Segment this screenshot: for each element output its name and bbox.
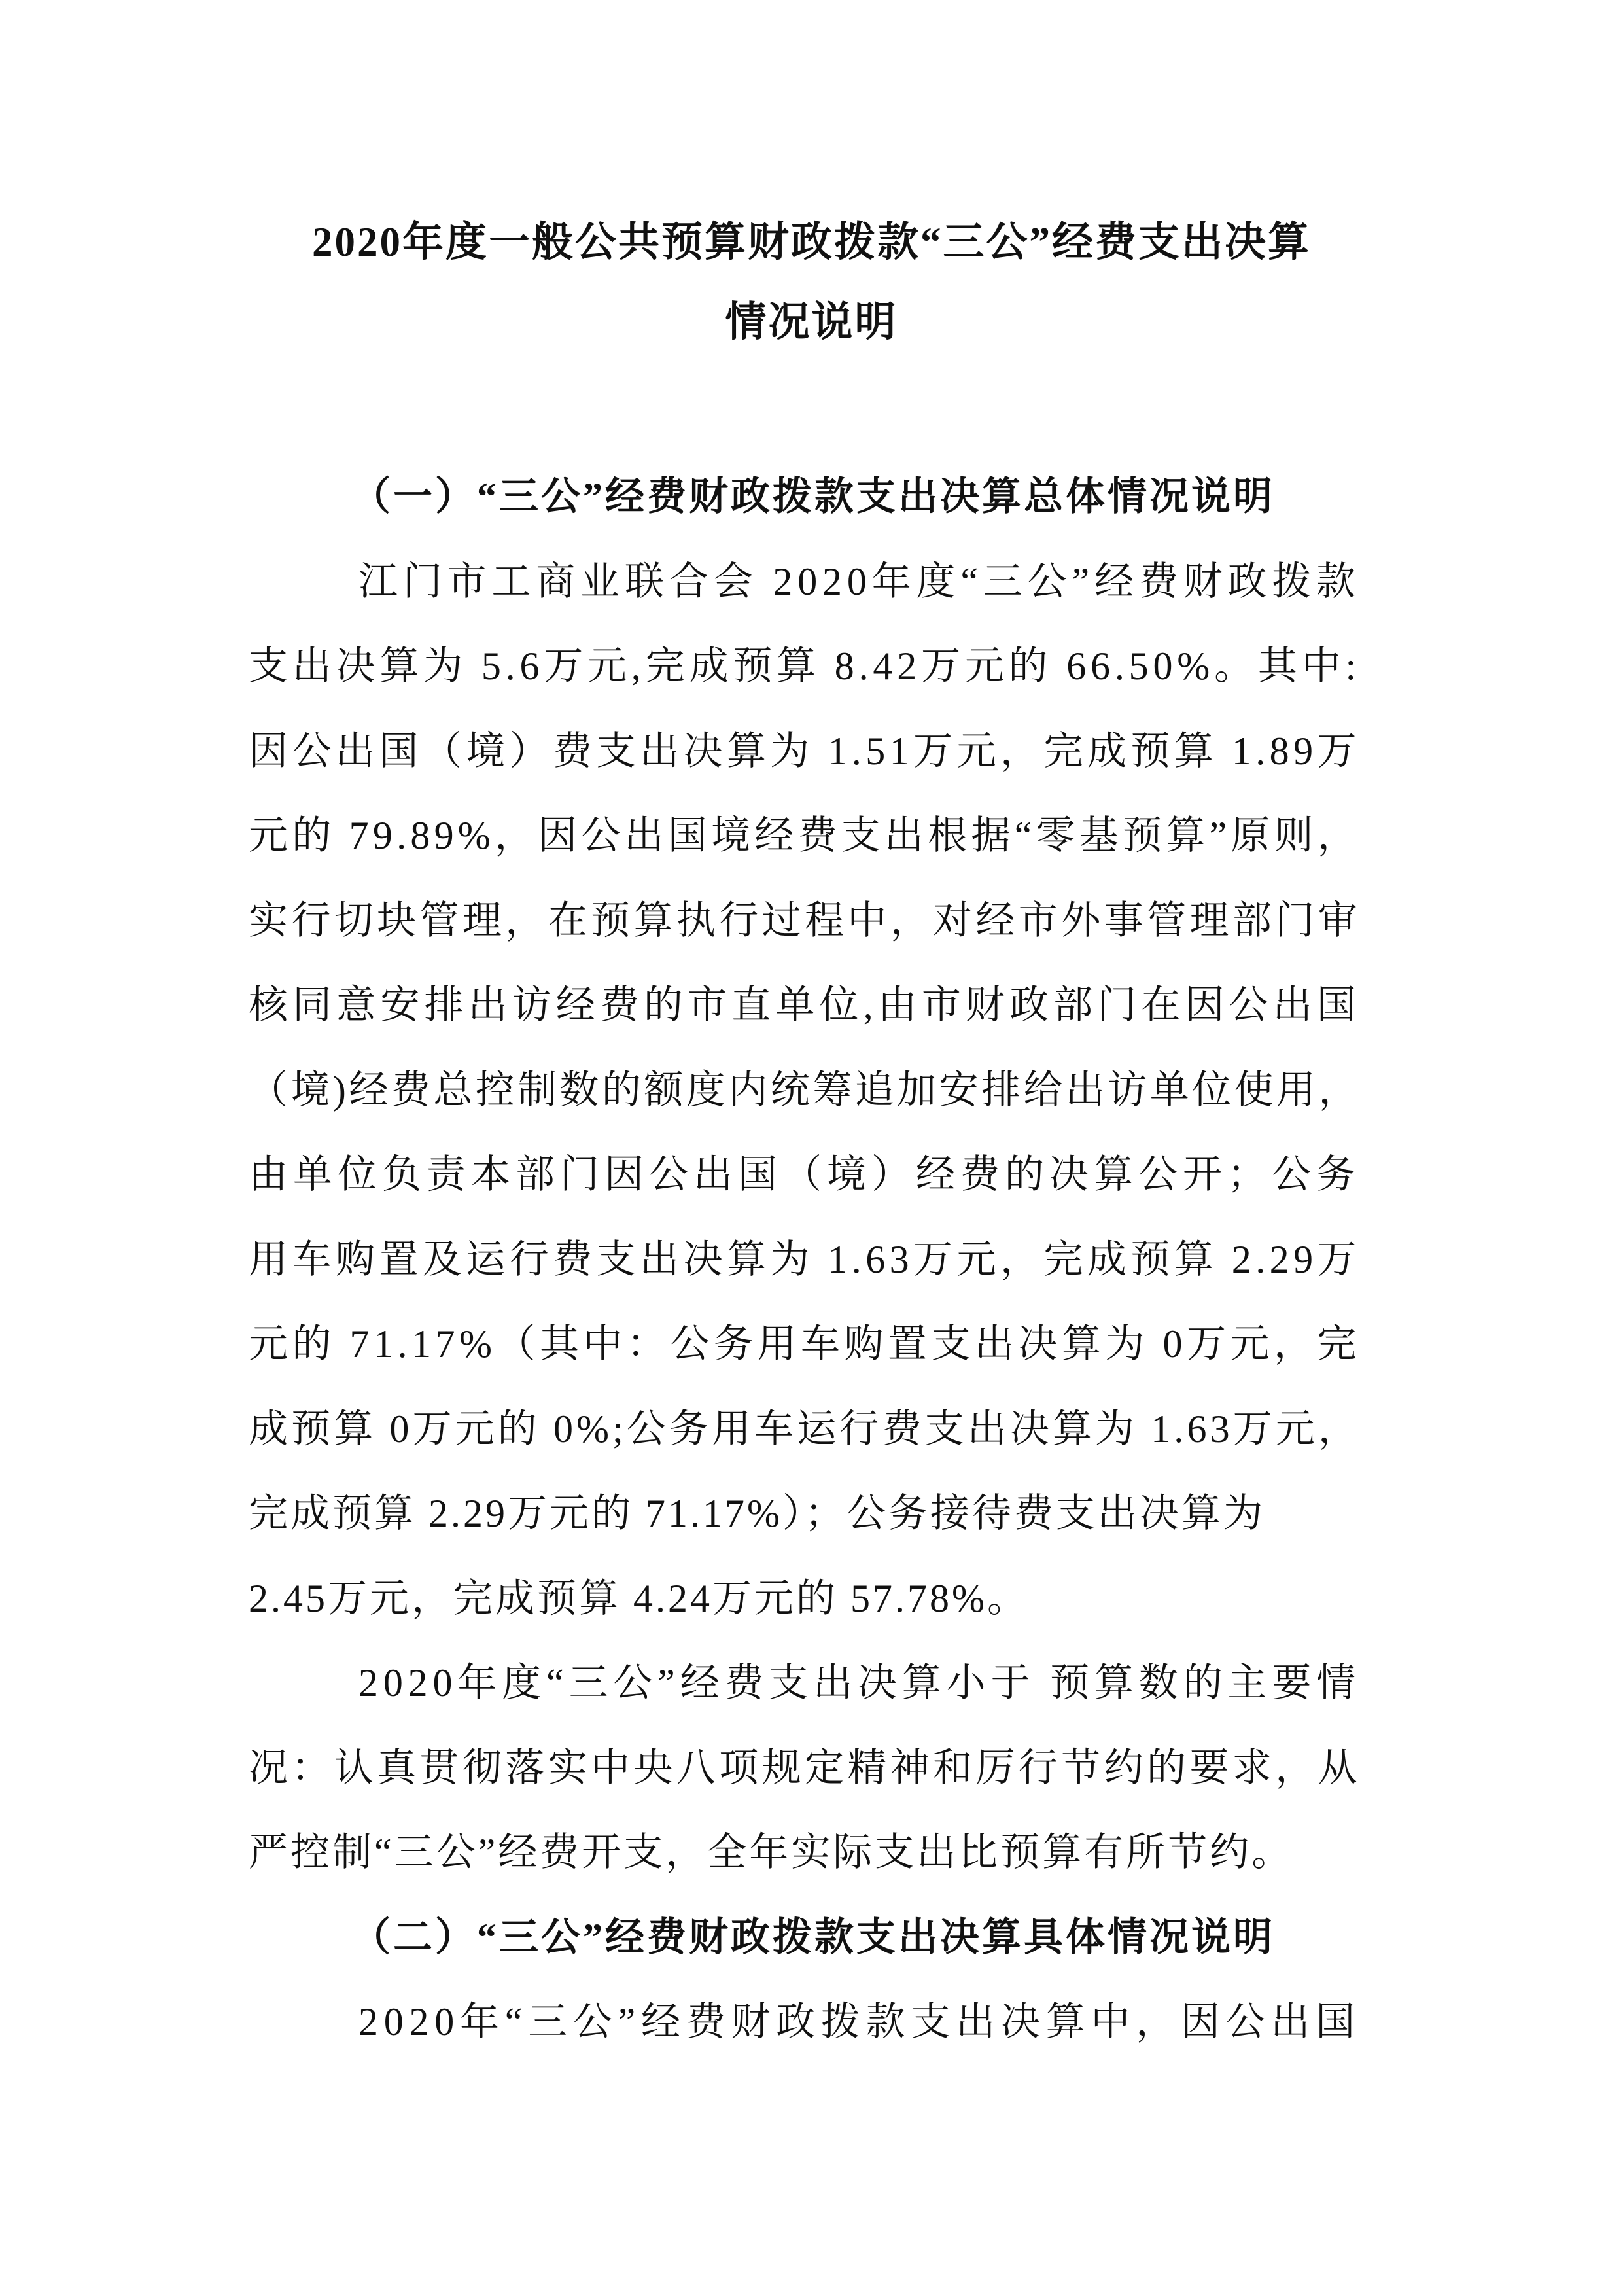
paragraph-line	[249, 540, 1361, 625]
paragraph	[249, 540, 1361, 1642]
paragraph	[249, 1980, 1361, 2065]
paragraph-line-text: 因公出国（境）费支出决算为 1.51万元，完成预算 1.89万	[249, 729, 1361, 773]
paragraph-line-text: 2020年“三公”经费财政拨款支出决算中，因公出国	[358, 2000, 1361, 2043]
document-body	[249, 455, 1361, 2065]
paragraph-line	[249, 1133, 1361, 1218]
document-title-line	[0, 282, 1623, 362]
paragraph-line-text: 支出决算为 5.6万元,完成预算 8.42万元的 66.50%。其中:	[249, 645, 1361, 688]
paragraph-line-text: 由单位负责本部门因公出国（境）经费的决算公开；公务	[249, 1153, 1361, 1196]
paragraph-line-text: 元的 71.17%（其中：公务用车购置支出决算为 0万元，完	[249, 1322, 1361, 1366]
paragraph-line	[249, 1387, 1361, 1472]
paragraph-line	[249, 879, 1361, 964]
paragraph-line-text: 元的 79.89%，因公出国境经费支出根据“零基预算”原则，	[249, 814, 1361, 857]
paragraph-line-text: 2020年度“三公”经费支出决算小于 预算数的主要情	[358, 1661, 1361, 1704]
paragraph-line-text: 2.45万元，完成预算 4.24万元的 57.78%。	[249, 1576, 1029, 1620]
paragraph-line-text: 用车购置及运行费支出决算为 1.63万元，完成预算 2.29万	[249, 1237, 1361, 1281]
paragraph-line	[249, 709, 1361, 794]
paragraph-line-text: 严控制“三公”经费开支，全年实际支出比预算有所节约。	[249, 1831, 1294, 1874]
paragraph-line	[249, 1557, 1361, 1642]
paragraph-line	[249, 1218, 1361, 1303]
paragraph-line	[249, 1726, 1361, 1811]
paragraph-line-text: （境)经费总控制数的额度内统筹追加安排给出访单位使用，	[249, 1068, 1361, 1112]
paragraph-line	[249, 1641, 1361, 1726]
paragraph-line-text: 成预算 0万元的 0%;公务用车运行费支出决算为 1.63万元，	[249, 1407, 1361, 1451]
paragraph-line-text: 核同意安排出访经费的市直单位,由市财政部门在因公出国	[249, 983, 1361, 1027]
section	[249, 1896, 1361, 2065]
section	[249, 455, 1361, 1896]
paragraph-line-text: 江门市工商业联合会 2020年度“三公”经费财政拨款	[358, 559, 1361, 603]
section-heading-text: （二）“三公”经费财政拨款支出决算具体情况说明	[351, 1915, 1275, 1959]
paragraph-line	[249, 1302, 1361, 1387]
paragraph-line-text: 实行切块管理，在预算执行过程中，对经市外事管理部门审	[249, 898, 1361, 942]
paragraph-line	[249, 794, 1361, 879]
paragraph-line	[249, 1472, 1361, 1557]
section-heading	[249, 455, 1361, 540]
paragraph-line-text: 完成预算 2.29万元的 71.17%）；公务接待费支出决算为	[249, 1492, 1265, 1535]
document-title-line	[0, 202, 1623, 282]
paragraph-line	[249, 963, 1361, 1048]
paragraph	[249, 1641, 1361, 1896]
paragraph-line-text: 况：认真贯彻落实中央八项规定精神和厉行节约的要求，从	[249, 1746, 1361, 1790]
document-title-text: 2020年度一般公共预算财政拨款“三公”经费支出决算	[312, 219, 1311, 265]
paragraph-line	[249, 624, 1361, 709]
document-title	[0, 202, 1623, 362]
paragraph-line	[249, 1048, 1361, 1133]
section-heading-text: （一）“三公”经费财政拨款支出决算总体情况说明	[351, 475, 1275, 518]
paragraph-line	[249, 1980, 1361, 2065]
document-title-text: 情况说明	[725, 299, 898, 345]
section-heading	[249, 1896, 1361, 1981]
paragraph-line	[249, 1810, 1361, 1896]
